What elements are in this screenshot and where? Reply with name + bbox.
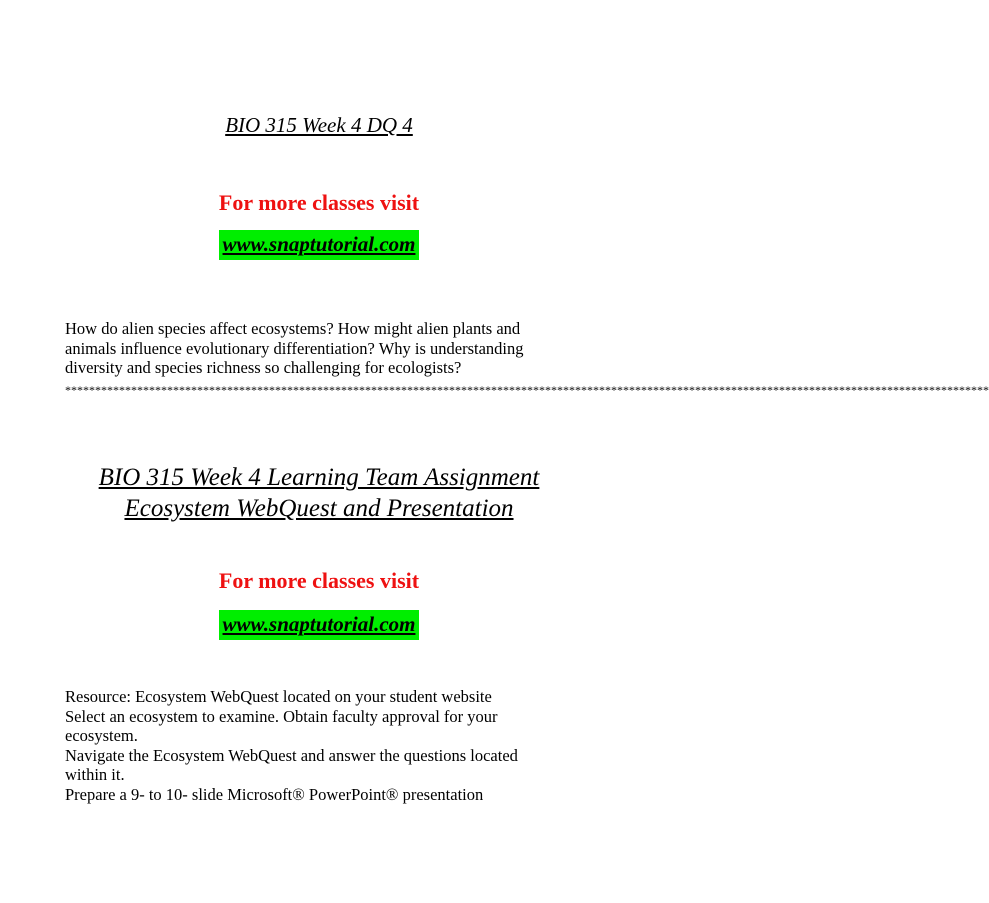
paragraph-line: Navigate the Ecosystem WebQuest and answer the questions located (65, 745, 518, 765)
assignment-paragraph (65, 687, 565, 804)
page-title-assignment-line2: Ecosystem WebQuest and Presentation (124, 495, 514, 522)
paragraph-line: animals influence evolutionary differentiation? Why is understanding (65, 338, 524, 358)
snaptutorial-link[interactable]: www.snaptutorial.com (219, 610, 420, 640)
link-container (0, 610, 638, 640)
page-title-dq: BIO 315 Week 4 DQ 4 (225, 113, 413, 137)
page-title-assignment-line1: BIO 315 Week 4 Learning Team Assignment (98, 464, 540, 491)
paragraph-line: Prepare a 9- to 10- slide Microsoft® PowerPoint® presentation (65, 784, 484, 804)
paragraph-line: ecosystem. (65, 726, 138, 745)
paragraph-line: Resource: Ecosystem WebQuest located on your student website (65, 687, 492, 706)
promo-text: For more classes visit (218, 568, 420, 593)
asterisk-divider: ********************************************************************************************************************************************************** (65, 383, 989, 397)
link-container (0, 230, 638, 260)
paragraph-line: How do alien species affect ecosystems? How might alien plants and (65, 319, 521, 338)
paragraph-line: within it. (65, 765, 125, 784)
promo-text: For more classes visit (218, 190, 420, 215)
paragraph-line: diversity and species richness so challenging for ecologists? (65, 358, 462, 377)
question-paragraph (65, 319, 565, 378)
paragraph-line: Select an ecosystem to examine. Obtain faculty approval for your (65, 706, 498, 726)
snaptutorial-link[interactable]: www.snaptutorial.com (219, 230, 420, 260)
